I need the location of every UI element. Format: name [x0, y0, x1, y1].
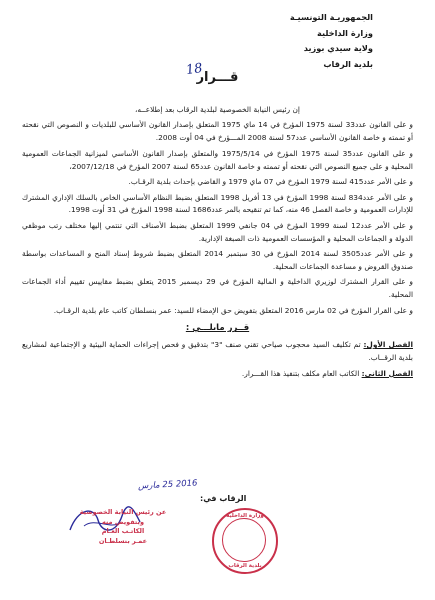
title-wrap — [0, 66, 435, 85]
handwritten-decision-number: 18 — [185, 60, 204, 79]
stamp-line: عن رئيس النيابة الخصوصية — [79, 508, 167, 516]
letterhead-republic: الجمهوريـة التونسيـة — [289, 12, 373, 22]
consideration-item: و على الأمر عدد415 لسنة 1979 المؤرخ في 07 ماي 1979 و القاضي بإحداث بلدية الرقـاب. — [128, 177, 413, 187]
stamp-line: وبتفويض منه — [101, 517, 145, 526]
article-1-heading: الفصل الأول: — [363, 340, 413, 350]
article-2 — [22, 368, 413, 381]
letterhead-governorate: ولاية سيدي بوزيد — [303, 43, 373, 53]
article-2-text: الكاتب العام مكلف بتنفيذ هذا القـــرار. — [241, 368, 360, 378]
consideration-item: و على الأمر عدد12 لسنة 1999 المؤرخ في 04 جانفي 1999 المتعلق بضبط الأصناف التي تنتمي إليها مختلف رتب موظفي الدولة و الجماعات المحلية و المؤسسات العمومية ذات الصبغة الإدارية. — [22, 220, 413, 243]
stamp-line: الكاتـب العـام — [101, 527, 145, 535]
seal-bottom-text: بلدية الرقاب — [228, 563, 262, 569]
decision-heading: قــرر مايلـــي : — [185, 323, 250, 334]
article-1 — [22, 339, 413, 365]
round-seal — [212, 508, 278, 574]
letterhead-ministry: وزارة الداخلية — [317, 27, 373, 38]
article-1-text: تم تكليف السيد محجوب صياحي تقني صنف "3" بتدقيق و فحص إجراءات الحماية البيئية و الإجتماعية لمشاريع بلدية الرقــاب. — [22, 340, 413, 363]
article-2-heading: الفصل الثاني: — [361, 368, 413, 378]
letterhead — [290, 10, 373, 72]
handwritten-date: 2016 25 مارس — [137, 478, 198, 492]
stamp-line: عمـر بنسلطـان — [98, 536, 148, 545]
seal-emblem-icon — [222, 518, 266, 562]
official-stamp — [68, 508, 178, 546]
consideration-item: و على القانون عدد35 لسنة 1975 المؤرخ في 1975/5/14 والمتعلق بإصدار القانون الأساسي لميزانية الجماعات العمومية المحلية و على جميع النصوص التي نقحته أو تممته و خاصة القانون عدد65 لسنة 2007 المؤرخ في 2007/12/18، — [22, 148, 413, 171]
letterhead-municipality: بلدية الرقاب — [323, 58, 373, 69]
consideration-item: و على القانون عدد33 لسنة 1975 المؤرخ في 14 ماي 1975 المتعلق بإصدار القانون الأساسي للبلديات و النصوص التي نقحته أو تممته و خاصة القانون الأساسي عدد57 لسنة 2008 المـــؤرخ في 04 أوت 2008. — [22, 120, 413, 143]
consideration-item: و على الأمر عدد834 لسنة 1998 المؤرخ في 13 أفريل 1998 المتعلق بضبط النظام الأساسي الخاص بالسلك الإداري المشترك للإدارات العمومية و خاصة الفصل 46 منه، كما تم تنقيحه بالمر عدد1686 لسنة 1998 المؤرخ في 31 أوت 1998. — [22, 192, 413, 215]
signature-place: الرقاب في: — [200, 494, 247, 503]
seal-top-text: وزارة الداخلية — [226, 513, 264, 519]
intro-line: إن رئيس النيابة الخصوصية لبلدية الرقاب بعد إطلاعــه، — [135, 105, 300, 114]
consideration-item: و على القرار المشترك لوزيري الداخلية و المالية المؤرخ في 29 ديسمبر 2015 يتعلق بضبط مقاييس تقييم أداء الجماعات المحلية. — [22, 277, 413, 300]
document-body — [22, 104, 413, 383]
consideration-item: و على الأمر عدد3505 لسنة 2014 المؤرخ في 30 سبتمبر 2014 المتعلق بضبط شروط إسناد المنح و المساعدات بواسطة صندوق القروض و مساعدة الجماعات المحلية. — [22, 249, 413, 271]
consideration-item: و على القرار المؤرخ في 02 مارس 2016 المتعلق بتفويض حق الإمضاء للسيد: عمر بنسلطان كاتب عام بلدية الرقـاب. — [53, 305, 413, 315]
document-title: قـــرار — [196, 70, 239, 85]
